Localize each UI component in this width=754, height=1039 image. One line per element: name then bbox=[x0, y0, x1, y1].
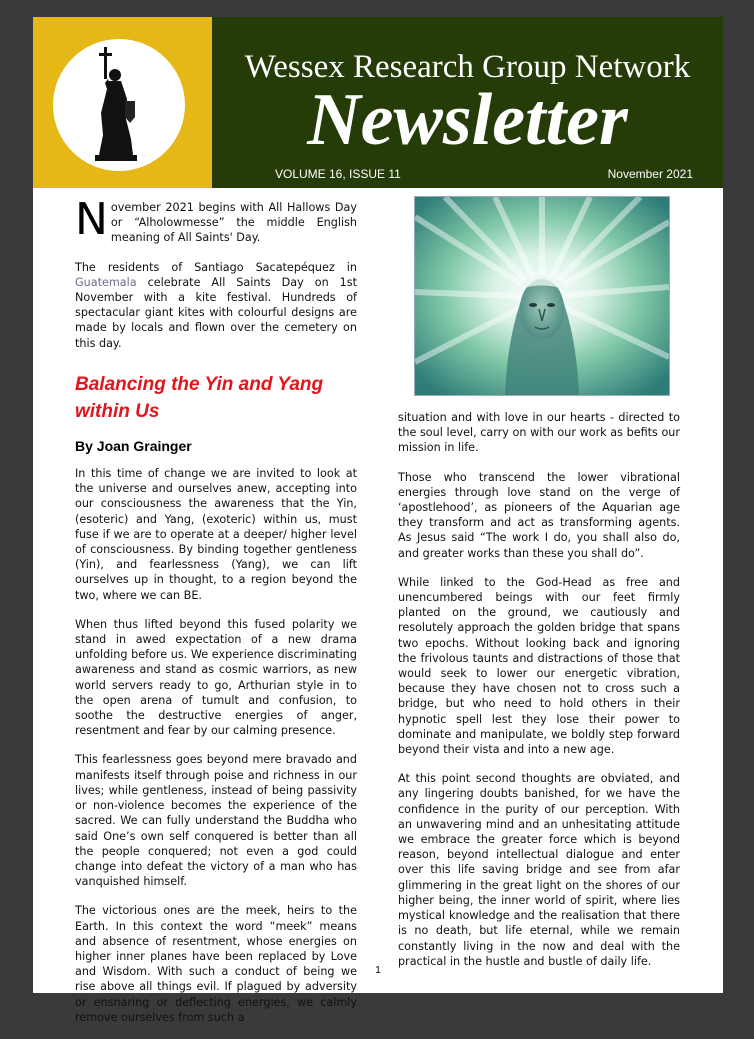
article-byline: By Joan Grainger bbox=[75, 437, 192, 454]
intro-text-1: ovember 2021 begins with All Hallows Day or “Alholowmesse” the middle English meaning of All Saints' Day. bbox=[110, 201, 357, 245]
intro-text-2a: The residents of Santiago Sacatepéquez in bbox=[75, 260, 357, 274]
intro-text-2b: celebrate All Saints Day on 1st November with a kite festival. Hundreds of spectacular giant kites with colourful designs are made by locals and flown over the cemetery on this day. bbox=[75, 275, 357, 350]
volume-issue: VOLUME 16, ISSUE 11 bbox=[275, 167, 401, 181]
masthead-banner bbox=[212, 17, 723, 188]
newsletter-page bbox=[33, 17, 723, 1024]
article-paragraph: situation and with love in our hearts - directed to the soul level, carry on with our work as befits our mission in life. bbox=[398, 411, 680, 455]
intro-paragraph-1 bbox=[75, 194, 357, 246]
intro-paragraph-2 bbox=[75, 260, 357, 351]
article-paragraph: In this time of change we are invited to look at the universe and ourselves anew, accepting into our consciousness the awareness that the Yin, (esoteric) and Yang, (exoteric) within us, must fuse if we are to operate at a deeper/ higher level of consciousness. By binding together gentleness (Yin), and fearlessness (Yang), we can lift ourselves up in thought, to a region beyond the two, where we can BE. bbox=[75, 467, 357, 602]
article-paragraph: While linked to the God-Head as free and unencumbered beings with our feet firmly planted on the ground, we cautiously and resolutely approach the golden bridge that spans two epochs. Without looking back and ignoring the frivolous taunts and distractions of those that would seek to lower our energetic vibration, because they have chosen not to cross such a bridge, but who need to hold others in their hypnotic spell lest they lose their power to dominate and manipulate, we boldly step forward beyond their vista and into a new age. bbox=[398, 575, 680, 757]
radiant-figure-image bbox=[414, 196, 670, 396]
logo-circle bbox=[53, 39, 185, 171]
issue-date: November 2021 bbox=[607, 167, 693, 181]
logo-panel bbox=[33, 17, 212, 188]
page-number: 1 bbox=[375, 965, 381, 976]
article-paragraph: At this point second thoughts are obviated, and any lingering doubts banished, for we have the confidence in the purity of our perception. With an unwavering mind and an unhesitating attitude we embrace the greater force which is beyond reason, beyond intellectual dialogue and enter over this life saving bridge and see from afar glimmering in the great light on the shores of our higher being, the inner world of spirit, where lies mystical knowledge and the realisation that there is no death, but life eternal, while we remain constantly living in the now and deal with the practical in the hustle and bustle of daily life. bbox=[398, 772, 680, 968]
article-paragraph: This fearlessness goes beyond mere bravado and manifests itself through poise and richness in our lives; while gentleness, instead of being passivity or non-violence becomes the experience of the sacred. We can fully understand the Buddha who said One’s own self conquered is better than all the people conquered; not even a god could change into defeat the victory of a man who has vanquished himself. bbox=[75, 753, 357, 889]
org-name: Wessex Research Group Network bbox=[244, 49, 691, 85]
article-paragraph: Those who transcend the lower vibrational energies through love stand on the verge of ‘apostlehood’, as pioneers of the Aquarian age they transform and act as transforming agents. As Jesus said “The work I do, you shall also do, and greater works than these you shall do”. bbox=[398, 470, 680, 560]
king-alfred-statue-icon bbox=[53, 39, 185, 171]
newsletter-title: Newsletter bbox=[307, 79, 628, 161]
left-column bbox=[75, 194, 357, 1039]
drop-cap: N bbox=[75, 194, 108, 245]
article-paragraph: The victorious ones are the meek, heirs to the Earth. In this context the word “meek” means and absence of resentment, whose energies on higher inner planes have been replaced by Love and Wisdom. With such a conduct of being we rise above all things evil. If plagued by adversity or ensnaring or deflecting energies, we calmly remove ourselves from such a bbox=[75, 904, 357, 1024]
right-column bbox=[398, 410, 680, 983]
article-headline: Balancing the Yin and Yang within Us bbox=[75, 373, 324, 422]
article-paragraph: When thus lifted beyond this fused polarity we stand in awed expectation of a new drama unfolding before us. We experience discriminating awareness and stand as cosmic warriors, as new world servers ready to go, Arthurian style in to the open arena of tumult and confusion, to soothe the destructive energies of anger, resentment and fear by our calming presence. bbox=[75, 617, 357, 738]
guatemala-link[interactable]: Guatemala bbox=[75, 275, 137, 289]
